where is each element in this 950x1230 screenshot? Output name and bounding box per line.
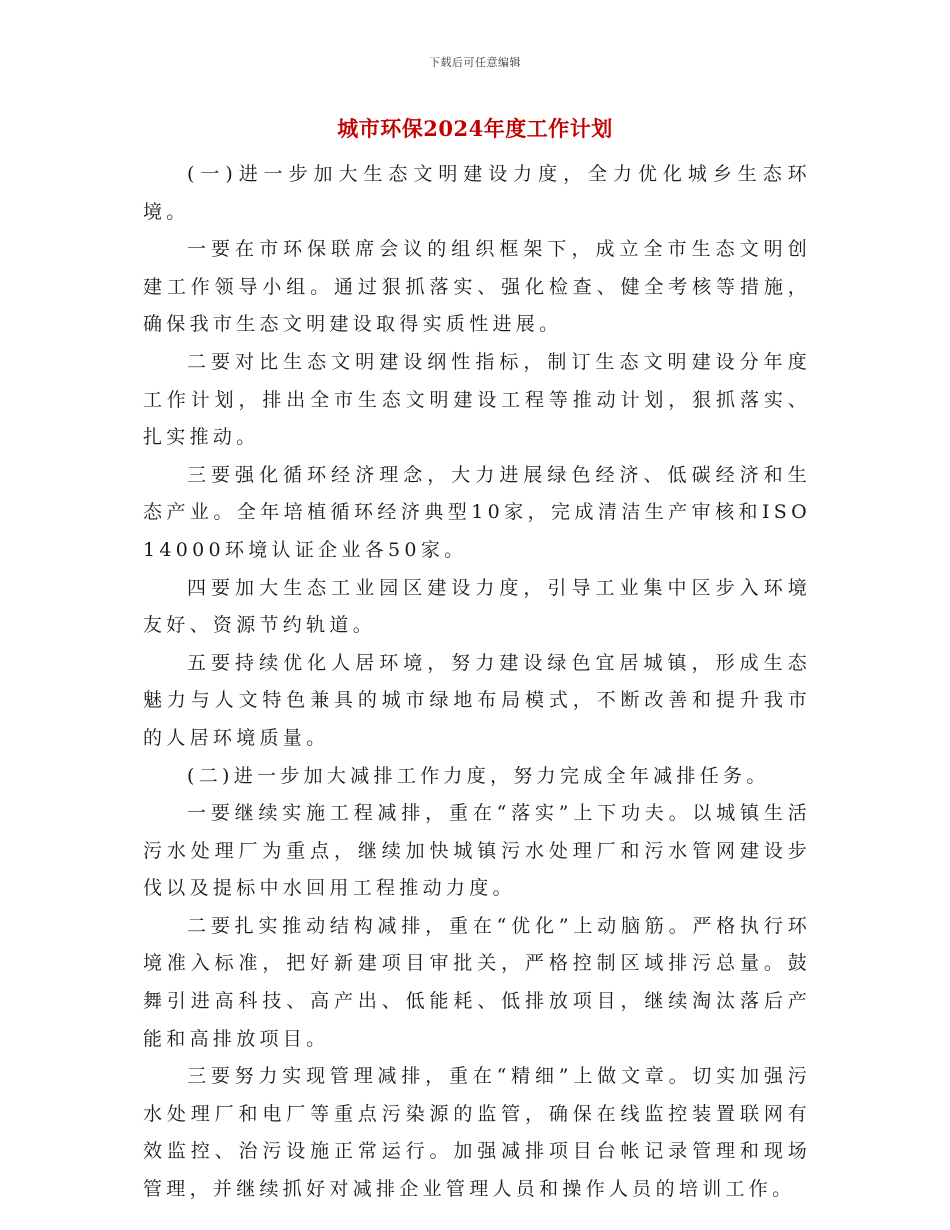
paragraph-item-1-2: 二要对比生态文明建设纲性指标，制订生态文明建设分年度工作计划，排出全市生态文明建设工程等推动计划，狠抓落实、扎实推动。 xyxy=(143,350,811,449)
section-heading-2: (二)进一步加大减排工作力度，努力完成全年减排任务。 xyxy=(187,764,770,787)
document-body xyxy=(143,156,811,1209)
paragraph-item-1-4: 四要加大生态工业园区建设力度，引导工业集中区步入环境友好、资源节约轨道。 xyxy=(143,576,811,637)
header-note: 下载后可任意编辑 xyxy=(429,56,521,69)
paragraph-item-2-1: 一要继续实施工程减排，重在“落实”上下功夫。以城镇生活污水处理厂为重点，继续加快城镇污水处理厂和污水管网建设步伐以及提标中水回用工程推动力度。 xyxy=(143,802,811,900)
paragraph-item-1-3: 三要强化循环经济理念，大力进展绿色经济、低碳经济和生态产业。全年培植循环经济典型10家，完成清洁生产审核和ISO14000环境认证企业各50家。 xyxy=(143,463,811,561)
section-heading-1: (一)进一步加大生态文明建设力度，全力优化城乡生态环境。 xyxy=(143,163,811,223)
document-title: 城市环保2024年度工作计划 xyxy=(337,116,613,141)
paragraph-item-1-5: 五要持续优化人居环境，努力建设绿色宜居城镇，形成生态魅力与人文特色兼具的城市绿地布局模式，不断改善和提升我市的人居环境质量。 xyxy=(143,651,811,749)
paragraph-item-2-2: 二要扎实推动结构减排，重在“优化”上动脑筋。严格执行环境准入标准，把好新建项目审批关，严格控制区域排污总量。鼓舞引进高科技、高产出、低能耗、低排放项目，继续淘汰落后产能和高排放项目。 xyxy=(143,914,811,1050)
paragraph-item-2-3: 三要努力实现管理减排，重在“精细”上做文章。切实加强污水处理厂和电厂等重点污染源的监管，确保在线监控装置联网有效监控、治污设施正常运行。加强减排项目台帐记录管理和现场管理，并继续抓好对减排企业管理人员和操作人员的培训工作。 xyxy=(143,1065,811,1201)
paragraph-item-1-1: 一要在市环保联席会议的组织框架下，成立全市生态文明创建工作领导小组。通过狠抓落实、强化检查、健全考核等措施，确保我市生态文明建设取得实质性进展。 xyxy=(143,238,811,336)
